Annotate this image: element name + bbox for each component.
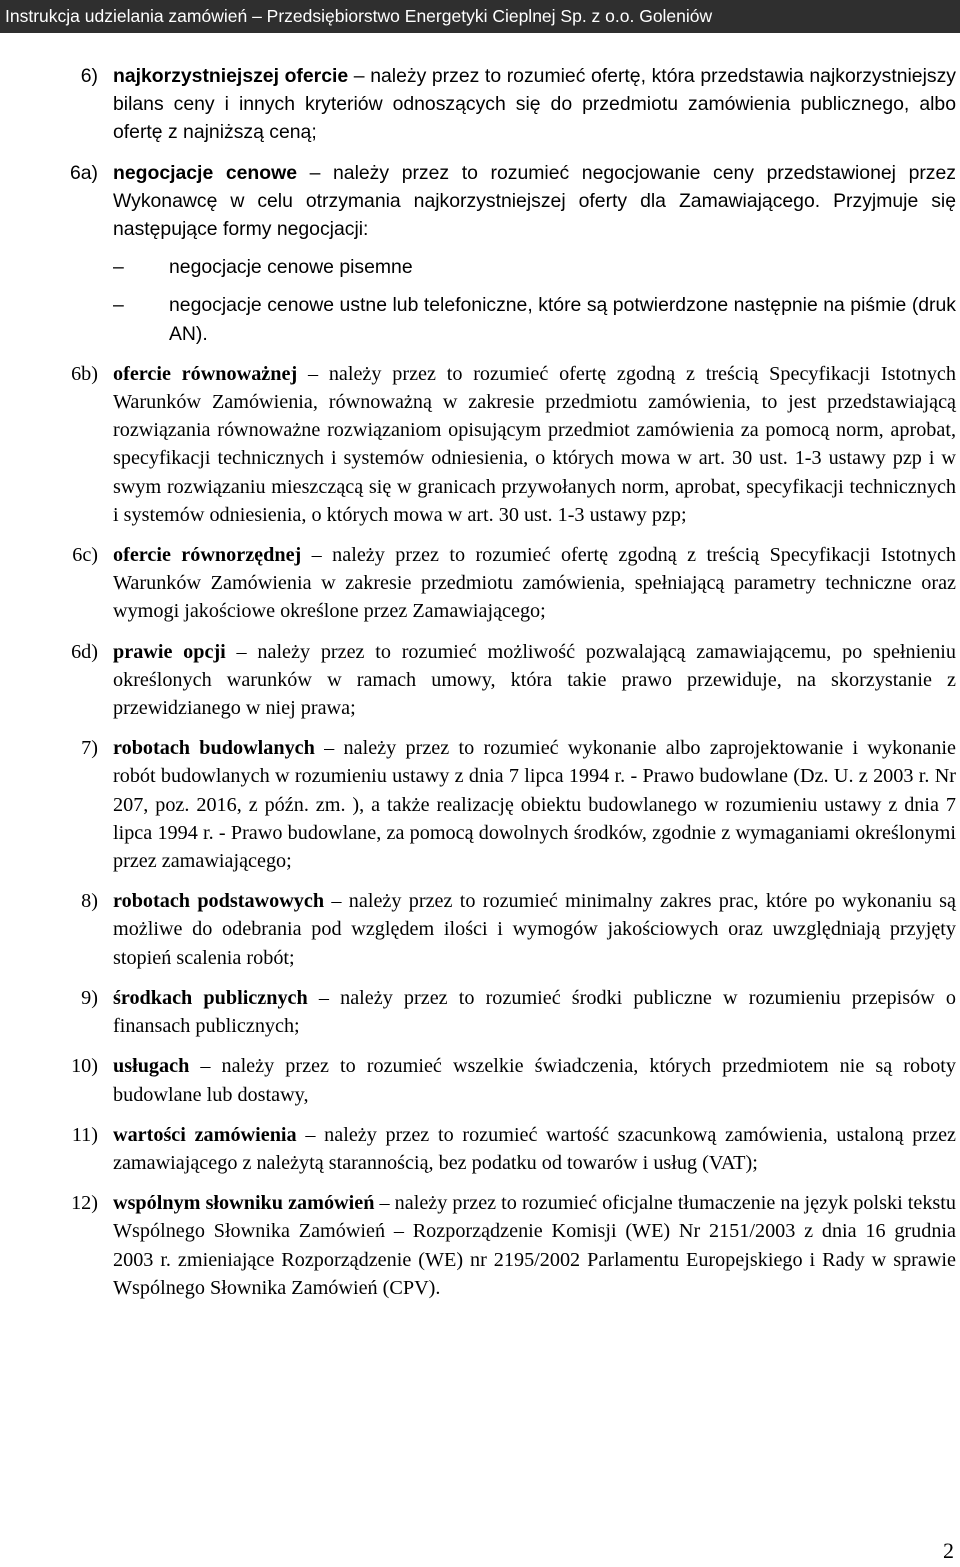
definition-item xyxy=(0,887,960,972)
definition-text: – należy przez to rozumieć ofertę zgodną z treścią Specyfikacji Istotnych Warunków Zamówienia w zakresie przedmiotu zamówienia, spełniającą parametry techniczne oraz wymogi jakościowe określone przez Zamawiającego; xyxy=(113,544,956,623)
item-number: 10) xyxy=(71,1055,98,1078)
dash-bullet: – xyxy=(113,256,124,279)
item-body xyxy=(113,65,956,143)
defined-term: usługach xyxy=(113,1055,190,1078)
defined-term: robotach podstawowych xyxy=(113,890,325,913)
item-number: 6b) xyxy=(71,362,98,385)
negotiation-form-item xyxy=(113,291,956,347)
item-body xyxy=(113,162,956,240)
definition-text: – należy przez to rozumieć negocjowanie ceny przedstawionej przez Wykonawcę w celu otrzymania najkorzystniejszej oferty dla Zamawiającego. Przyjmuje się następujące formy negocjacji: xyxy=(113,161,956,241)
definition-item xyxy=(0,734,960,875)
definition-text: – należy przez to rozumieć ofertę, która przedstawia najkorzystniejszy bilans ceny i innych kryteriów odnoszących się do przedmiotu zamówienia publicznego, albo ofertę z najniższą ceną; xyxy=(113,65,956,144)
definition-item xyxy=(0,638,960,723)
item-number: 6c) xyxy=(72,544,98,567)
item-body xyxy=(113,737,956,872)
definition-text: – należy przez to rozumieć oficjalne tłumaczenie na język polski tekstu Wspólnego Słownika Zamówień – Rozporządzenie Komisji (WE) Nr 2151/2003 z dnia 16 grudnia 2003 r. zmieniające Rozporządzenie (WE) nr 2195/2002 Parlamentu Europejskiego i Rady w sprawie Wspólnego Słownika Zamówień (CPV). xyxy=(113,1192,956,1299)
item-number: 12) xyxy=(71,1192,98,1215)
defined-term: wartości zamówienia xyxy=(113,1123,297,1146)
defined-term: prawie opcji xyxy=(113,640,226,663)
definition-item xyxy=(0,360,960,529)
item-number: 8) xyxy=(81,890,98,913)
negotiation-form-text: negocjacje cenowe ustne lub telefoniczne, które są potwierdzone następnie na piśmie (druk AN). xyxy=(169,294,956,345)
item-body xyxy=(113,363,956,526)
item-number: 11) xyxy=(71,1123,98,1146)
item-body xyxy=(113,1124,956,1174)
item-number: 6d) xyxy=(71,640,98,663)
definition-item xyxy=(0,541,960,626)
document-header: Instrukcja udzielania zamówień – Przedsiębiorstwo Energetyki Cieplnej Sp. z o.o. Goleniów xyxy=(0,0,960,33)
definition-text: – należy przez to rozumieć wykonanie albo zaprojektowanie i wykonanie robót budowlanych w rozumieniu ustawy z dnia 7 lipca 1994 r. - Prawo budowlane (Dz. U. z 2003 r. Nr 207, poz. 2016, z późn. zm. ), a także realizację obiektu budowlanego w rozumieniu ustawy z dnia 7 lipca 1994 r. - Prawo budowlane, za pomocą dowolnych środków, zgodnie z wymaganiami określonymi przez zamawiającego; xyxy=(113,737,956,873)
defined-term: wspólnym słowniku zamówień xyxy=(113,1192,375,1215)
defined-term: robotach budowlanych xyxy=(113,737,315,760)
defined-term: najkorzystniejszej ofercie xyxy=(113,65,349,87)
item-body xyxy=(113,641,956,719)
item-number: 7) xyxy=(81,737,98,760)
dash-bullet: – xyxy=(113,294,124,317)
definitions-list xyxy=(0,62,960,1314)
item-body xyxy=(113,544,956,622)
item-body xyxy=(113,1055,956,1105)
defined-term: ofercie równoważnej xyxy=(113,362,298,385)
definition-text: – należy przez to rozumieć ofertę zgodną z treścią Specyfikacji Istotnych Warunków Zamówienia, równoważną w zakresie przedmiotu zamówienia, to jest przedstawiającą rozwiązania równoważne rozwiązaniom opisującym przedmiot zamówienia za pomocą norm, aprobat, specyfikacji technicznych i systemów odniesienia, o których mowa w art. 30 ust. 1-3 ustawy pzp i w swym rozwiązaniu mieszczącą się w granicach przywołanych norm, aprobat, specyfikacji technicznych i systemów odniesienia, o których mowa w art. 30 ust. 1-3 ustawy pzp; xyxy=(113,362,956,526)
item-number: 6a) xyxy=(69,161,98,184)
item-body xyxy=(113,1192,956,1299)
definition-item xyxy=(0,1121,960,1177)
item-number: 6) xyxy=(80,65,98,87)
definition-text: – należy przez to rozumieć możliwość pozwalającą zamawiającemu, po spełnieniu określonych warunków w ramach umowy, która takie prawo przewiduje, na skorzystanie z przewidzianego w niej prawa; xyxy=(113,640,956,720)
definition-item xyxy=(0,159,960,348)
defined-term: negocjacje cenowe xyxy=(113,161,297,184)
definition-text: – należy przez to rozumieć wartość szacunkową zamówienia, ustaloną przez zamawiającego z należytą starannością, bez podatku od towarów i usług (VAT); xyxy=(113,1123,957,1174)
defined-term: ofercie równorzędnej xyxy=(113,544,302,567)
definition-item xyxy=(0,62,960,147)
definition-text: – należy przez to rozumieć minimalny zakres prac, które po wykonaniu są możliwe do odebrania pod względem ilości i wymogów jakościowych oraz uwzględniają przyjęty stopień scalenia robót; xyxy=(113,890,956,969)
negotiation-form-text: negocjacje cenowe pisemne xyxy=(169,256,413,279)
item-body xyxy=(113,890,956,968)
definition-item xyxy=(0,1189,960,1302)
definition-item xyxy=(0,1052,960,1108)
definition-text: – należy przez to rozumieć środki publiczne w rozumieniu przepisów o finansach publicznych; xyxy=(113,986,956,1038)
page-number: 2 xyxy=(943,1538,954,1563)
definition-text: – należy przez to rozumieć wszelkie świadczenia, których przedmiotem nie są roboty budowlane lub dostawy, xyxy=(113,1055,956,1106)
item-body xyxy=(113,987,956,1037)
item-number: 9) xyxy=(81,986,98,1009)
defined-term: środkach publicznych xyxy=(113,986,308,1009)
negotiation-form-item xyxy=(113,253,956,281)
definition-item xyxy=(0,984,960,1040)
